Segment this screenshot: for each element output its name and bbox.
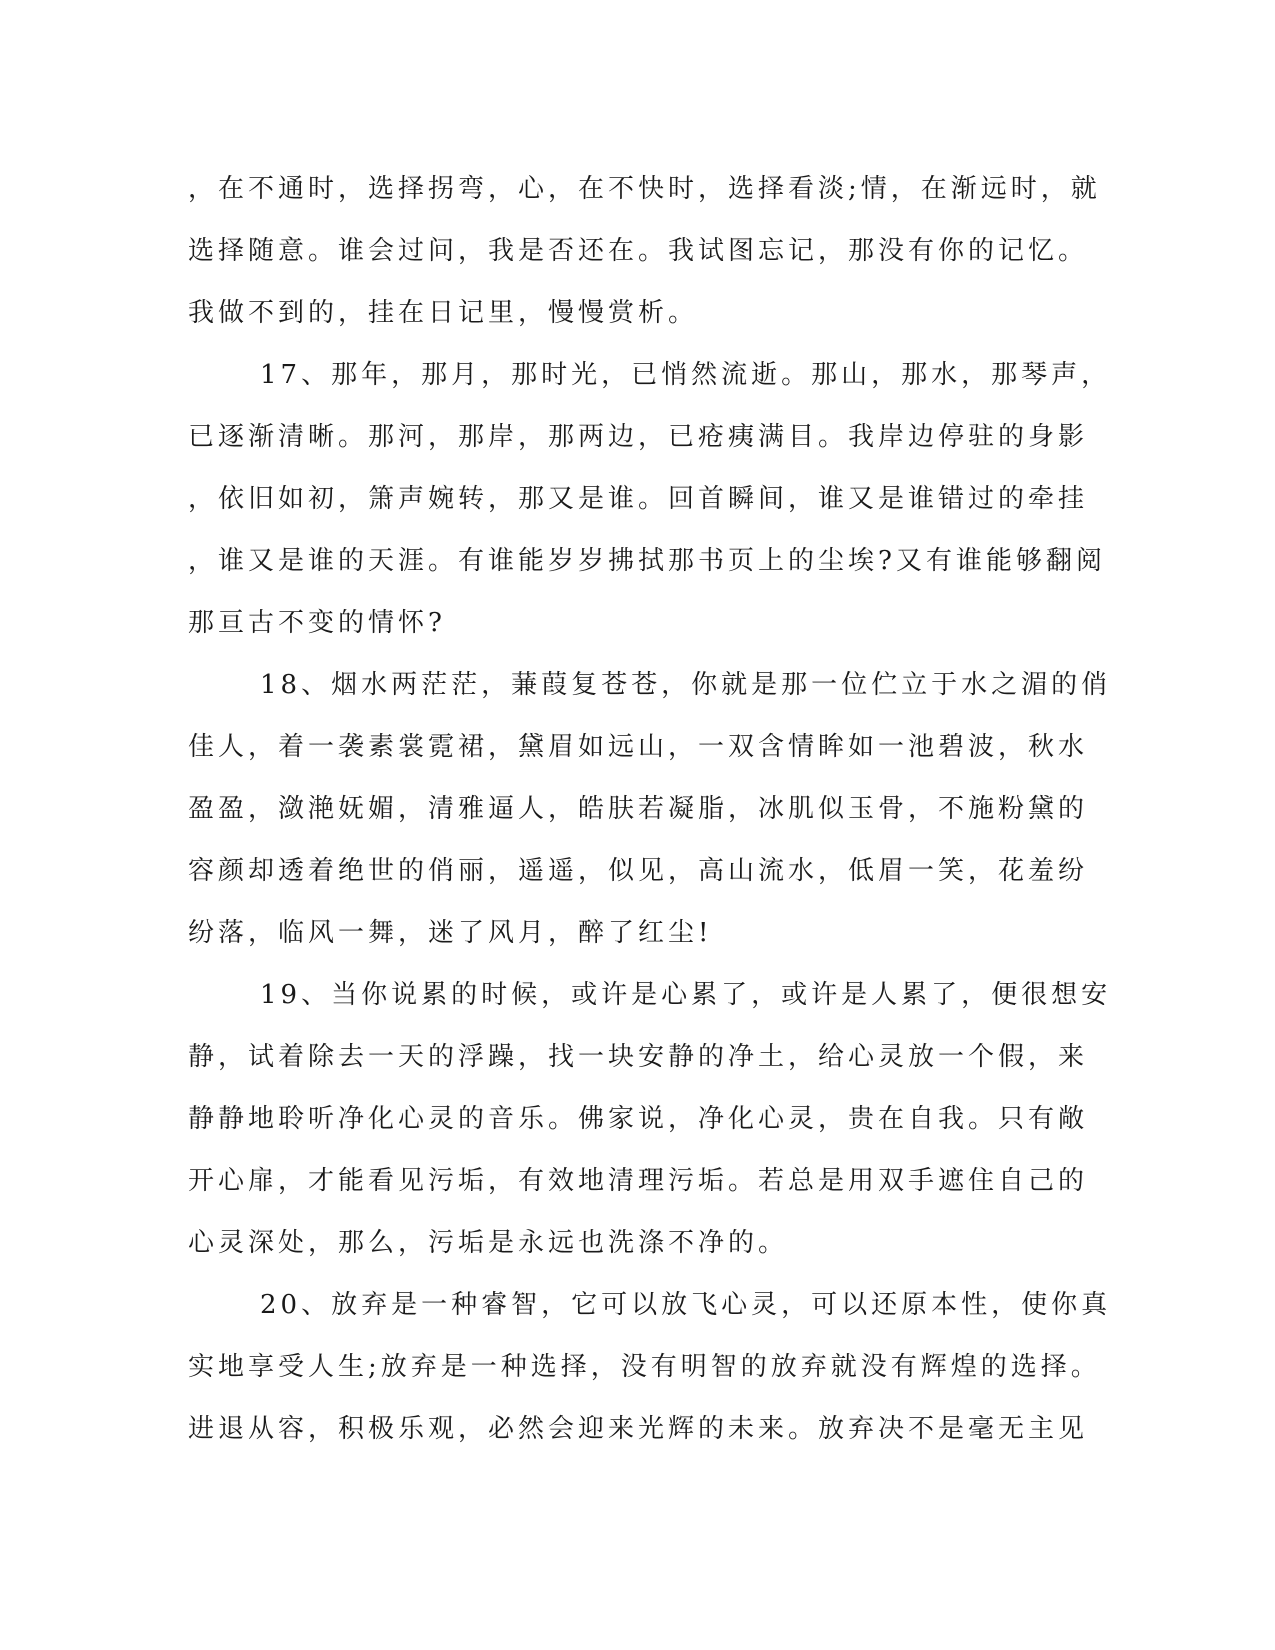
paragraph-17-first-line: 17、那年，那月，那时光，已悄然流逝。那山，那水，那琴声，: [260, 360, 1112, 390]
text-line: 实地享受人生;放弃是一种选择，没有明智的放弃就没有辉煌的选择。: [188, 1352, 1101, 1382]
text-line: 已逐渐清晰。那河，那岸，那两边，已疮痍满目。我岸边停驻的身影: [188, 422, 1089, 452]
text-line: ，谁又是谁的天涯。有谁能岁岁拂拭那书页上的尘埃?又有谁能够翻阅: [188, 546, 1106, 576]
paragraph-20-first-line: 20、放弃是一种睿智，它可以放飞心灵，可以还原本性，使你真: [260, 1290, 1112, 1320]
text-line: 那亘古不变的情怀?: [188, 608, 446, 638]
text-line: 选择随意。谁会过问，我是否还在。我试图忘记，那没有你的记忆。: [188, 236, 1089, 266]
text-line: ，在不通时，选择拐弯，心，在不快时，选择看淡;情，在渐远时，就: [188, 174, 1101, 204]
text-line: 静静地聆听净化心灵的音乐。佛家说，净化心灵，贵在自我。只有敞: [188, 1104, 1089, 1134]
text-line: 开心扉，才能看见污垢，有效地清理污垢。若总是用双手遮住自己的: [188, 1166, 1089, 1196]
text-line: 静，试着除去一天的浮躁，找一块安静的净土，给心灵放一个假，来: [188, 1042, 1089, 1072]
text-line: 心灵深处，那么，污垢是永远也洗涤不净的。: [188, 1228, 789, 1258]
text-line: 纷落，临风一舞，迷了风月，醉了红尘!: [188, 918, 713, 948]
text-line: ，依旧如初，箫声婉转，那又是谁。回首瞬间，谁又是谁错过的牵挂: [188, 484, 1089, 514]
paragraph-18-first-line: 18、烟水两茫茫，蒹葭复苍苍，你就是那一位伫立于水之湄的俏: [260, 670, 1112, 700]
text-line: 佳人，着一袭素裳霓裙，黛眉如远山，一双含情眸如一池碧波，秋水: [188, 732, 1089, 762]
text-line: 容颜却透着绝世的俏丽，遥遥，似见，高山流水，低眉一笑，花羞纷: [188, 856, 1089, 886]
document-body: [188, 158, 1112, 1460]
text-line: 盈盈，潋滟妩媚，清雅逼人，皓肤若凝脂，冰肌似玉骨，不施粉黛的: [188, 794, 1089, 824]
paragraph-19-first-line: 19、当你说累的时候，或许是心累了，或许是人累了，便很想安: [260, 980, 1112, 1010]
text-line: 我做不到的，挂在日记里，慢慢赏析。: [188, 298, 699, 328]
text-line: 进退从容，积极乐观，必然会迎来光辉的未来。放弃决不是毫无主见: [188, 1414, 1089, 1444]
